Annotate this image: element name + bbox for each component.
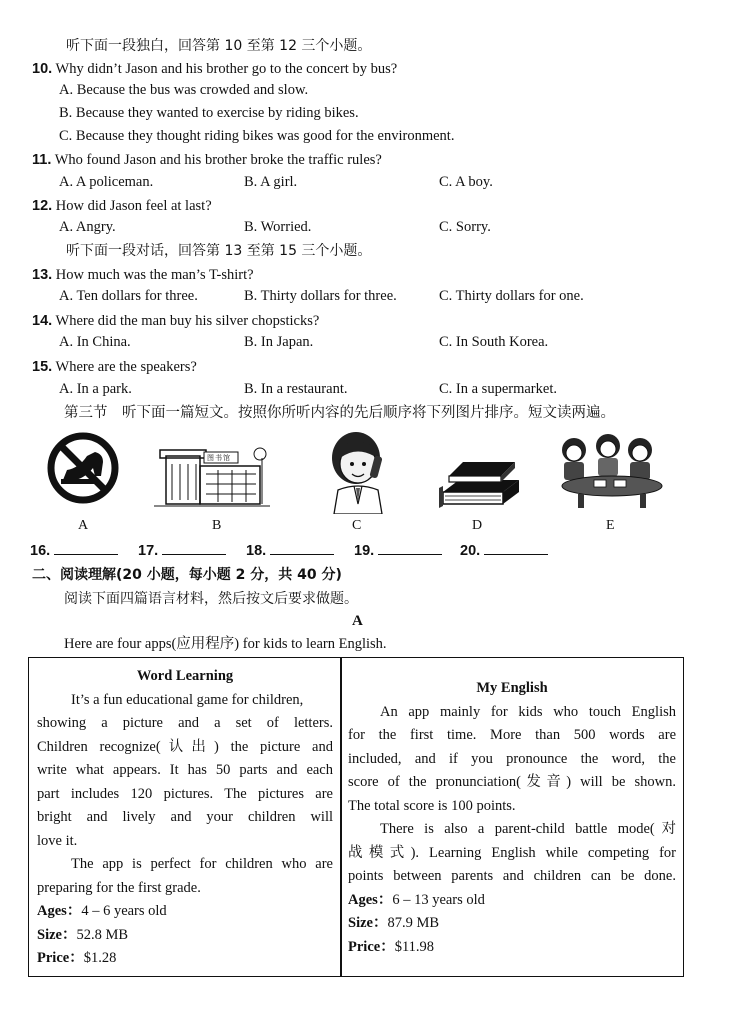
question-15	[32, 357, 197, 377]
option-10c: C. Because they thought riding bikes was good for the environment.	[59, 128, 455, 144]
question-12	[32, 196, 212, 216]
app-desc-line: score of the pronunciation(发音) will be shown.	[348, 774, 676, 790]
app-desc-line: bright and lively and your children will	[37, 809, 333, 825]
option-15a: A. In a park.	[59, 381, 132, 397]
app-desc-line: An app mainly for kids who touch English	[380, 703, 676, 720]
section3-instruction: 第三节 听下面一篇短文。按照你所听内容的先后顺序将下列图片排序。短文读两遍。	[64, 405, 615, 421]
ages-label: Ages	[348, 891, 378, 908]
option-12c: C. Sorry.	[439, 219, 491, 235]
question-10	[32, 59, 397, 79]
answer-blank[interactable]	[162, 540, 226, 555]
answer-17	[138, 540, 226, 559]
picture-label-e: E	[606, 518, 615, 533]
question-14	[32, 311, 319, 331]
app-desc-line: showing a picture and a set of letters.	[37, 715, 333, 731]
app-desc-line: for the first time. More than 500 words are	[348, 727, 676, 743]
size-label: Size	[37, 926, 62, 943]
app-desc-line: Children recognize(认出) the picture and	[37, 738, 333, 755]
picture-label-c: C	[352, 518, 362, 533]
answer-number: 17.	[138, 543, 159, 559]
passage-label: A	[352, 613, 363, 629]
question-number: 12.	[32, 198, 53, 214]
app-desc-line: included, and if you pronounce the word, the	[348, 750, 676, 767]
option-11c: C. A boy.	[439, 174, 493, 190]
app-price: Price：$11.98	[348, 938, 435, 955]
app-price: Price：$1.28	[37, 950, 117, 966]
price-value: $11.98	[394, 938, 435, 955]
option-14b: B. In Japan.	[244, 334, 314, 350]
reading-heading: 二、阅读理解(20 小题，每小题 2 分，共 40 分)	[32, 567, 342, 583]
instruction-monologue: 听下面一段独白，回答第 10 至第 12 三个小题。	[66, 38, 372, 54]
app-desc-line: There is also a parent-child battle mode(对	[380, 821, 676, 837]
option-14a: A. In China.	[59, 334, 131, 350]
app-desc-line: part includes 120 pictures. The pictures are	[37, 785, 333, 802]
answer-number: 20.	[460, 543, 481, 559]
price-label: Price	[348, 938, 381, 955]
question-number: 14.	[32, 313, 53, 329]
answer-blank[interactable]	[484, 540, 548, 555]
question-13	[32, 265, 254, 285]
option-12b: B. Worried.	[244, 219, 312, 235]
app-size: Size：52.8 MB	[37, 926, 129, 943]
children-table-icon	[556, 430, 666, 510]
answer-number: 19.	[354, 543, 375, 559]
question-11	[32, 150, 382, 170]
app-desc-line: The total score is 100 points.	[348, 797, 516, 814]
option-15b: B. In a restaurant.	[244, 381, 348, 397]
question-text: Who found Jason and his brother broke the traffic rules?	[54, 152, 382, 168]
option-12a: A. Angry.	[59, 219, 116, 235]
size-value: 52.8 MB	[76, 926, 129, 943]
size-value: 87.9 MB	[387, 915, 440, 931]
answer-blank[interactable]	[378, 540, 442, 555]
app-desc-line: love it.	[37, 832, 78, 849]
answer-20	[460, 540, 548, 559]
app-title: Word Learning	[136, 668, 234, 684]
app-size: Size：87.9 MB	[348, 915, 440, 931]
books-icon	[435, 448, 525, 510]
size-label: Size	[348, 915, 373, 931]
picture-c	[320, 426, 396, 519]
answer-blank[interactable]	[54, 540, 118, 555]
answer-number: 16.	[30, 543, 51, 559]
answer-18	[246, 540, 334, 559]
picture-e	[556, 430, 666, 515]
option-14c: C. In South Korea.	[439, 334, 549, 350]
app-desc-line: The app is perfect for children who are	[71, 856, 333, 872]
reading-instruction: 阅读下面四篇语言材料，然后按文后要求做题。	[64, 591, 358, 607]
app-ages: Ages：4 – 6 years old	[37, 903, 167, 919]
option-13a: A. Ten dollars for three.	[59, 288, 198, 304]
question-text: Where are the speakers?	[55, 359, 197, 375]
question-text: Why didn’t Jason and his brother go to the concert by bus?	[55, 61, 398, 77]
question-number: 11.	[32, 152, 52, 168]
question-text: How did Jason feel at last?	[55, 198, 212, 214]
child-phone-icon	[320, 426, 396, 514]
option-11a: A. A policeman.	[59, 174, 154, 190]
picture-d	[435, 448, 525, 515]
question-text: Where did the man buy his silver chopsticks?	[55, 313, 320, 329]
ages-label: Ages	[37, 903, 67, 919]
app-desc-line: points between parents and children can be done.	[348, 868, 676, 884]
price-value: $1.28	[83, 950, 117, 966]
instruction-dialogue: 听下面一段对话，回答第 13 至第 15 三个小题。	[66, 243, 372, 259]
question-number: 15.	[32, 359, 53, 375]
question-number: 13.	[32, 267, 53, 283]
answer-number: 18.	[246, 543, 267, 559]
ages-value: 6 – 13 years old	[392, 891, 485, 908]
price-label: Price	[37, 950, 70, 966]
answer-19	[354, 540, 442, 559]
app-card-word-learning	[37, 665, 333, 971]
answer-blank[interactable]	[270, 540, 334, 555]
option-13b: B. Thirty dollars for three.	[244, 288, 397, 304]
question-text: How much was the man’s T-shirt?	[55, 267, 254, 283]
picture-label-a: A	[78, 518, 89, 533]
option-13c: C. Thirty dollars for one.	[439, 288, 584, 304]
option-10b: B. Because they wanted to exercise by riding bikes.	[59, 105, 359, 121]
passage-intro: Here are four apps(应用程序) for kids to learn English.	[64, 636, 387, 652]
app-desc-line: write what appears. It has 50 parts and each	[37, 762, 333, 778]
picture-label-d: D	[472, 518, 483, 533]
app-desc-line: 战模式). Learning English while competing for	[348, 844, 676, 861]
table-divider	[340, 657, 342, 977]
answer-16	[30, 540, 118, 559]
option-10a: A. Because the bus was crowded and slow.	[59, 82, 309, 98]
no-shoe-sign-icon	[45, 430, 121, 506]
option-11b: B. A girl.	[244, 174, 298, 190]
picture-a	[45, 430, 121, 511]
option-15c: C. In a supermarket.	[439, 381, 557, 397]
app-desc-line: It’s a fun educational game for children,	[71, 691, 304, 708]
library-building-icon	[152, 440, 272, 512]
picture-b	[152, 440, 272, 517]
question-number: 10.	[32, 61, 53, 77]
ages-value: 4 – 6 years old	[81, 903, 167, 919]
app-title: My English	[476, 680, 548, 696]
app-desc-line: preparing for the first grade.	[37, 879, 201, 896]
picture-label-b: B	[212, 518, 222, 533]
library-sign: 图书馆	[207, 454, 231, 462]
app-ages: Ages：6 – 13 years old	[348, 891, 485, 908]
app-card-my-english	[348, 677, 676, 959]
